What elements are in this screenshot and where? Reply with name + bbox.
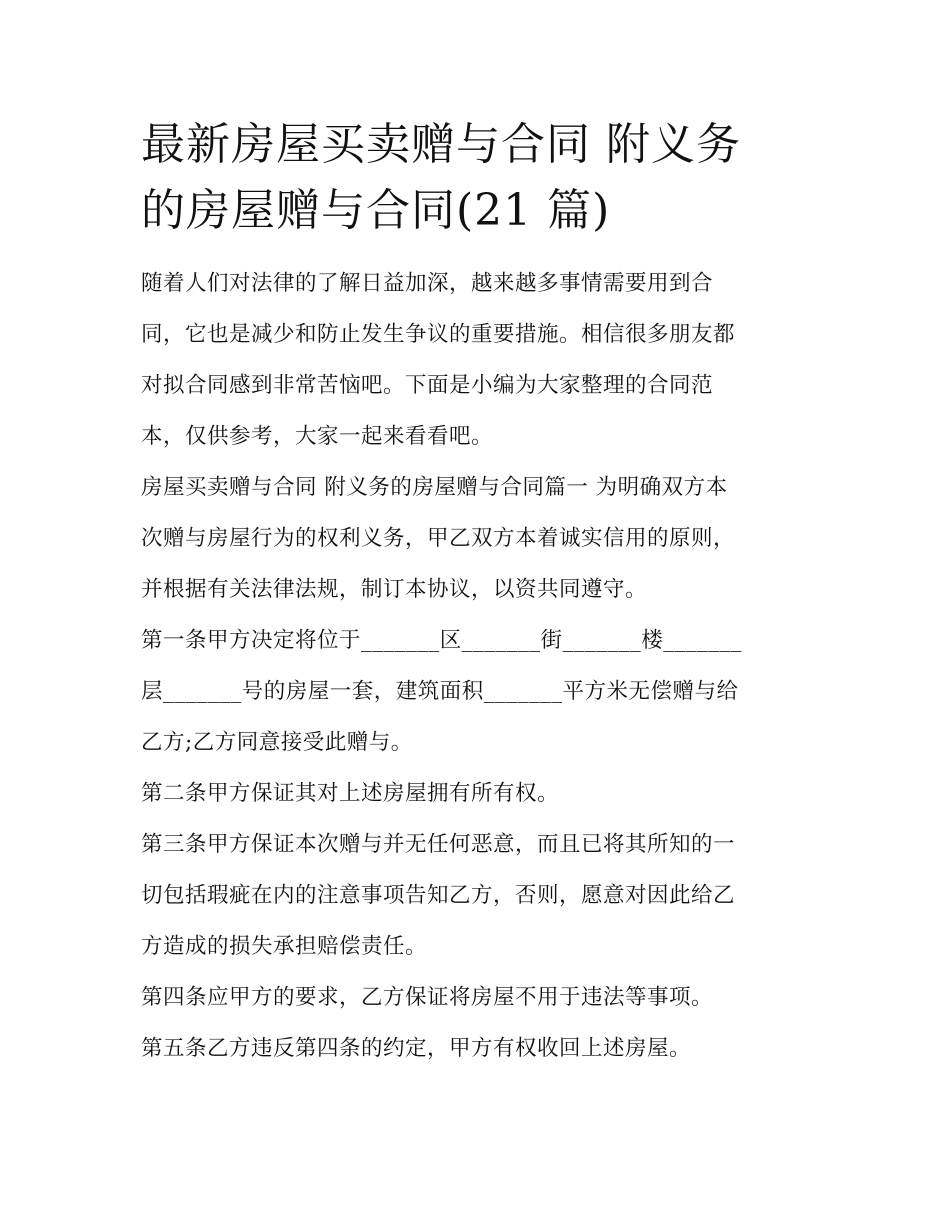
paragraph-line: 随着人们对法律的了解日益加深，越来越多事情需要用到合 [141,271,714,296]
document-body [141,258,816,1074]
paragraph-line: 同，它也是减少和防止发生争议的重要措施。相信很多朋友都 [141,322,736,347]
paragraph-line: 第二条甲方保证其对上述房屋拥有所有权。 [141,781,560,806]
paragraph-line: 第五条乙方违反第四条的约定，甲方有权收回上述房屋。 [141,1036,692,1061]
article-5-paragraph [141,1023,816,1074]
paragraph-line: 第四条应甲方的要求，乙方保证将房屋不用于违法等事项。 [141,985,714,1010]
title-line-2: 的房屋赠与合同(21 篇) [141,185,611,236]
contract-preamble-paragraph [141,462,816,615]
article-4-paragraph [141,972,816,1023]
paragraph-line: 房屋买卖赠与合同 附义务的房屋赠与合同篇一 为明确双方本 [141,475,728,500]
paragraph-line: 对拟合同感到非常苦恼吧。下面是小编为大家整理的合同范 [141,373,714,398]
article-2-paragraph [141,768,816,819]
paragraph-line: 次赠与房屋行为的权利义务，甲乙双方本着诚实信用的原则， [141,526,736,551]
paragraph-line: 第三条甲方保证本次赠与并无任何恶意，而且已将其所知的一 [141,832,736,857]
paragraph-line: 乙方;乙方同意接受此赠与。 [141,730,413,755]
document-title [141,112,816,244]
paragraph-line: 层_______号的房屋一套，建筑面积_______平方米无偿赠与给 [141,679,739,704]
title-line-1: 最新房屋买卖赠与合同 附义务 [141,119,741,170]
paragraph-line: 切包括瑕疵在内的注意事项告知乙方，否则，愿意对因此给乙 [141,883,736,908]
paragraph-line: 并根据有关法律法规，制订本协议，以资共同遵守。 [141,577,648,602]
paragraph-line: 方造成的损失承担赔偿责任。 [141,934,428,959]
article-1-paragraph [141,615,816,768]
paragraph-line: 第一条甲方决定将位于_______区_______街_______楼_______ [141,628,743,653]
intro-paragraph [141,258,816,462]
document-page [141,112,816,1074]
article-3-paragraph [141,819,816,972]
paragraph-line: 本，仅供参考，大家一起来看看吧。 [141,424,494,449]
